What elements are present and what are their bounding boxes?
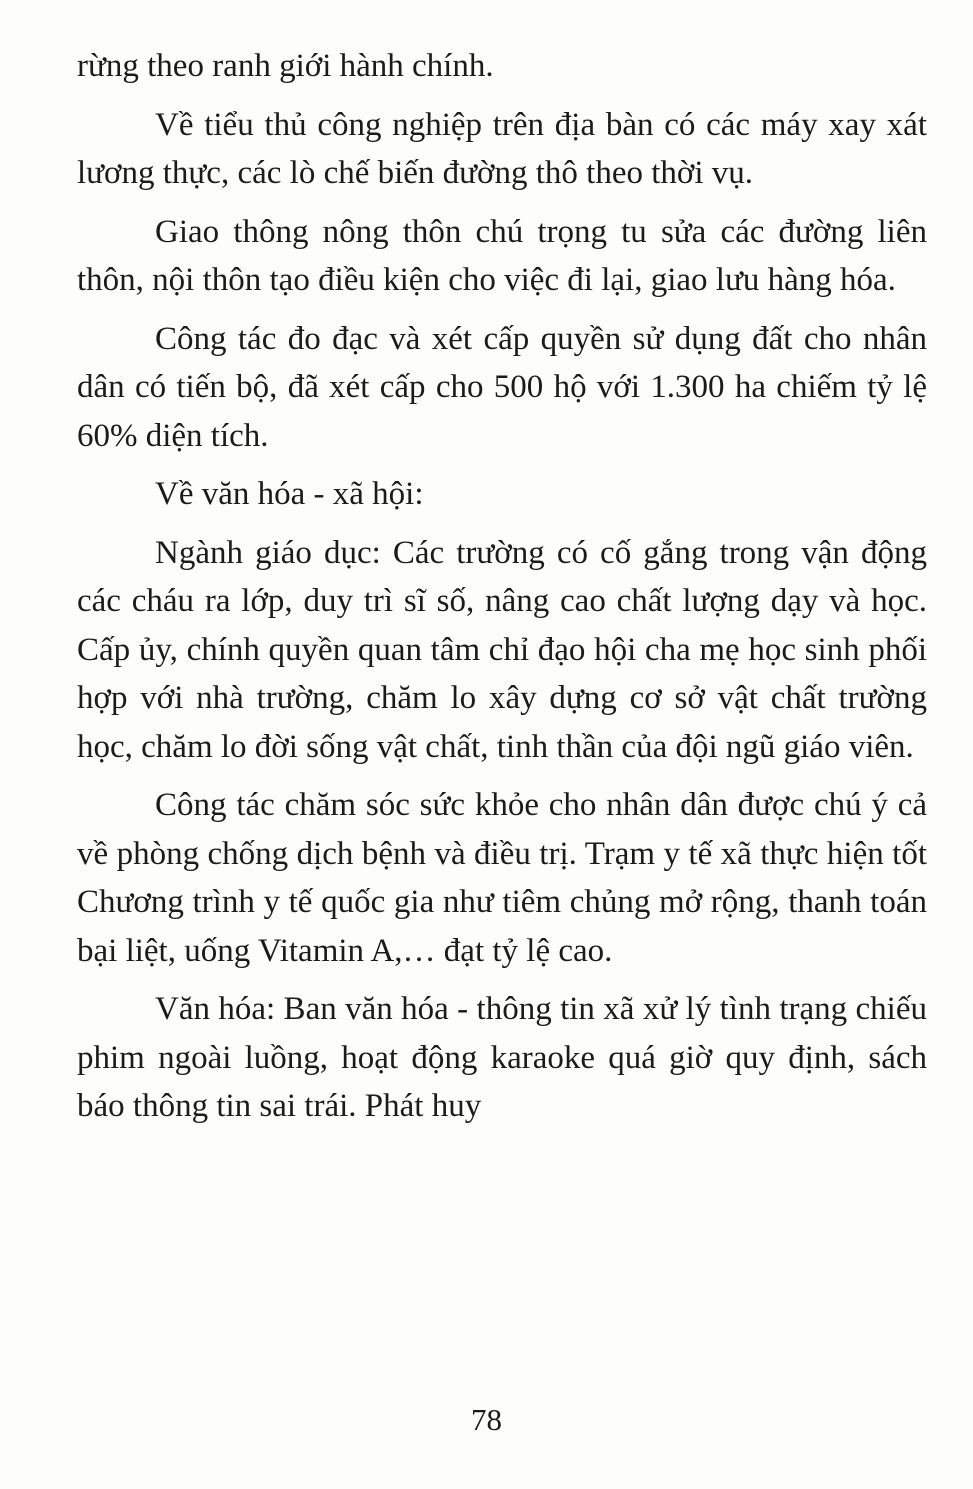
body-text	[77, 42, 927, 1141]
paragraph-education: Ngành giáo dục: Các trường có cố gắng trong vận động các cháu ra lớp, duy trì sĩ số, nâng cao chất lượng dạy và học. Cấp ủy, chính quyền quan tâm chỉ đạo hội cha mẹ học sinh phối hợp với nhà trường, chăm lo xây dựng cơ sở vật chất trường học, chăm lo đời sống vật chất, tinh thần của đội ngũ giáo viên.	[77, 534, 927, 765]
paragraph-culture-society-heading: Về văn hóa - xã hội:	[155, 476, 424, 512]
paragraph-continuation: rừng theo ranh giới hành chính.	[77, 48, 494, 84]
page-number: 78	[471, 1402, 502, 1437]
paragraph-healthcare: Công tác chăm sóc sức khỏe cho nhân dân được chú ý cả về phòng chống dịch bệnh và điều trị. Trạm y tế xã thực hiện tốt Chương trình y tế quốc gia như tiêm chủng mở rộng, thanh toán bại liệt, uống Vitamin A,… đạt tỷ lệ cao.	[77, 787, 927, 969]
paragraph-rural-transport: Giao thông nông thôn chú trọng tu sửa các đường liên thôn, nội thôn tạo điều kiện cho việc đi lại, giao lưu hàng hóa.	[77, 213, 927, 298]
paragraph-handicraft-industry: Về tiểu thủ công nghiệp trên địa bàn có các máy xay xát lương thực, các lò chế biến đường thô theo thời vụ.	[77, 106, 927, 191]
paragraph-land-survey: Công tác đo đạc và xét cấp quyền sử dụng đất cho nhân dân có tiến bộ, đã xét cấp cho 500 hộ với 1.300 ha chiếm tỷ lệ 60% diện tích.	[77, 320, 927, 454]
paragraph-culture: Văn hóa: Ban văn hóa - thông tin xã xử lý tình trạng chiếu phim ngoài luồng, hoạt động karaoke quá giờ quy định, sách báo thông tin sai trái. Phát huy	[77, 991, 927, 1124]
